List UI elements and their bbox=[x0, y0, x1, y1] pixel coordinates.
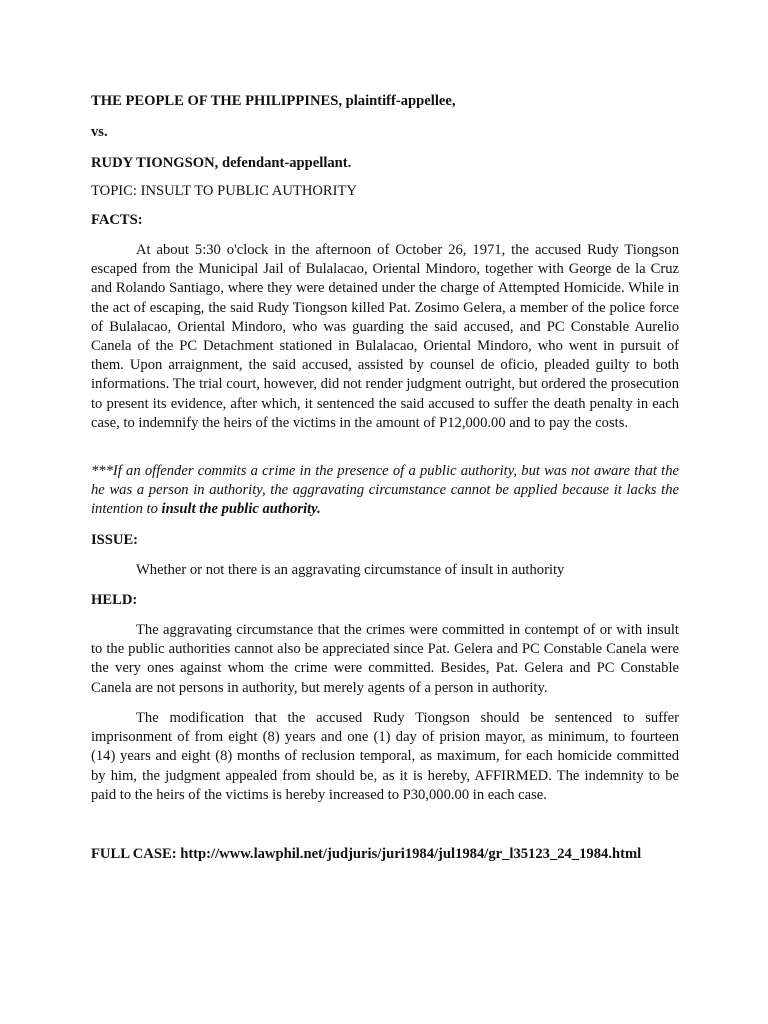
defendant-line: RUDY TIONGSON, defendant-appellant. bbox=[91, 155, 352, 171]
topic-line: TOPIC: INSULT TO PUBLIC AUTHORITY bbox=[91, 183, 357, 199]
note-emphasis: insult the public authority. bbox=[161, 501, 321, 518]
facts-paragraph: At about 5:30 o'clock in the afternoon of October 26, 1971, the accused Rudy Tiongson escaped from the Municipal Jail of Bulalacao, Oriental Mindoro, together with George de la Cruz and Rolando Santiago, where they were detained under the charge of Attempted Homicide. While in the act of escaping, the said Rudy Tiongson killed Pat. Zosimo Gelera, a member of the police force of Bulalacao, Oriental Mindoro, who was guarding the said accused, and PC Constable Aurelio Canela of the PC Detachment stationed in Bulalacao, Oriental Mindoro, who went in pursuit of them. Upon arraignment, the said accused, assisted by counsel de oficio, pleaded guilty to both informations. The trial court, however, did not render judgment outright, but ordered the prosecution to present its evidence, after which, it sentenced the said accused to suffer the death penalty in each case, to indemnify the heirs of the victims in the amount of P12,000.00 and to pay the costs. bbox=[91, 242, 679, 431]
held-paragraph-2: The modification that the accused Rudy Tiongson should be sentenced to suffer imprisonment of from eight (8) years and one (1) day of prision mayor, as minimum, to fourteen (14) years and eight (8) months of reclusion temporal, as maximum, for each homicide committed by him, the judgment appealed from should be, as it is hereby, AFFIRMED. The indemnity to be paid to the heirs of the victims is hereby increased to P30,000.00 in each case. bbox=[91, 710, 679, 803]
facts-heading: FACTS: bbox=[91, 212, 143, 228]
issue-heading: ISSUE: bbox=[91, 532, 139, 548]
held-heading: HELD: bbox=[91, 592, 138, 608]
held-paragraph-1: The aggravating circumstance that the crimes were committed in contempt of or with insult to the public authorities cannot also be appreciated since Pat. Gelera and PC Constable Canela were the very ones against whom the crime were committed. Besides, Pat. Gelera and PC Constable Canela are not persons in authority, but merely agents of a person in authority. bbox=[91, 622, 679, 696]
doctrine-note bbox=[91, 462, 679, 520]
note-text: ***If an offender commits a crime in the presence of a public authority, but was not aware that the he was a person in authority, the aggravating circumstance cannot be applied because it lacks the intention to bbox=[91, 463, 679, 518]
plaintiff-line: THE PEOPLE OF THE PHILIPPINES, plaintiff-appellee, bbox=[91, 93, 456, 109]
full-case-link[interactable]: FULL CASE: http://www.lawphil.net/judjuris/juri1984/jul1984/gr_l35123_24_1984.html bbox=[91, 846, 642, 862]
issue-text: Whether or not there is an aggravating circumstance of insult in authority bbox=[136, 562, 565, 578]
versus-line: vs. bbox=[91, 124, 108, 140]
